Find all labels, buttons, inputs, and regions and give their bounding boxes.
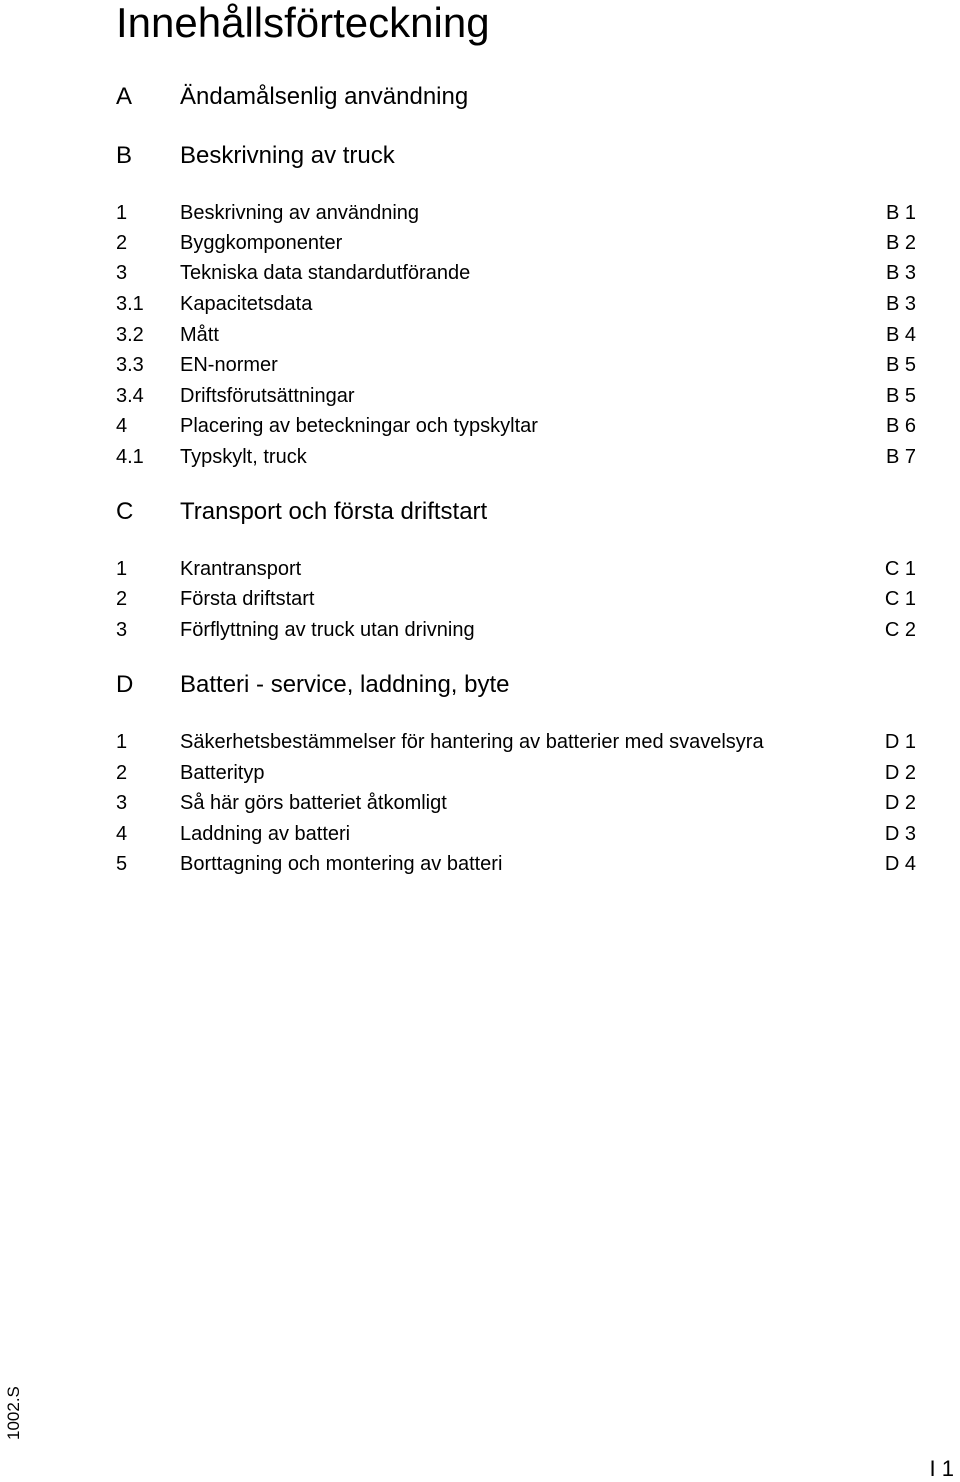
section-heading: Transport och första driftstart xyxy=(180,498,488,525)
entry-page: B 3 xyxy=(885,293,916,315)
section-letter: D xyxy=(116,671,134,698)
entry-number: 3.1 xyxy=(116,293,144,315)
entry-page: C 1 xyxy=(884,588,916,610)
entry-title: Mått xyxy=(180,324,219,346)
toc-entry[interactable] xyxy=(116,352,916,378)
entry-title: Typskylt, truck xyxy=(180,446,307,468)
entry-page: C 1 xyxy=(884,558,916,580)
entry-number: 2 xyxy=(116,588,128,610)
toc-entry[interactable] xyxy=(116,556,916,582)
entry-number: 4 xyxy=(116,823,128,845)
entry-row xyxy=(180,230,916,256)
toc-section-d xyxy=(116,669,916,701)
section-letter: A xyxy=(116,83,133,110)
entry-page: C 2 xyxy=(884,619,916,641)
entry-title: Borttagning och montering av batteri xyxy=(180,853,503,875)
toc-entry[interactable] xyxy=(116,586,916,612)
entry-title: Tekniska data standardutförande xyxy=(180,262,471,284)
entry-title: EN-normer xyxy=(180,354,278,376)
entry-number: 3 xyxy=(116,792,128,814)
entry-row xyxy=(180,322,916,348)
entry-number: 4.1 xyxy=(116,446,144,468)
entry-page: B 1 xyxy=(885,202,916,224)
document-code-text: 1002.S xyxy=(4,1386,23,1440)
toc-entry[interactable] xyxy=(116,260,916,286)
entry-page: B 3 xyxy=(885,262,916,284)
entry-row xyxy=(180,291,916,317)
entry-title: Beskrivning av användning xyxy=(180,202,420,224)
entry-title: Första driftstart xyxy=(180,588,315,610)
entry-number: 4 xyxy=(116,415,128,437)
entry-number: 3.3 xyxy=(116,354,144,376)
entry-row xyxy=(180,352,916,378)
section-letter: C xyxy=(116,498,134,525)
entry-number: 3.4 xyxy=(116,385,144,407)
entry-number: 3 xyxy=(116,262,128,284)
entry-row xyxy=(180,383,916,409)
page-title: Innehållsförteckning xyxy=(116,0,490,46)
entry-row xyxy=(180,556,916,582)
entry-number: 3.2 xyxy=(116,324,144,346)
toc-entry[interactable] xyxy=(116,760,916,786)
entry-number: 2 xyxy=(116,762,128,784)
entry-row xyxy=(180,790,916,816)
toc-entry[interactable] xyxy=(116,851,916,877)
toc-entry[interactable] xyxy=(116,413,916,439)
entry-title: Så här görs batteriet åtkomligt xyxy=(180,792,447,814)
toc-entry[interactable] xyxy=(116,200,916,226)
entry-page: B 6 xyxy=(885,415,916,437)
entry-page: B 7 xyxy=(885,446,916,468)
entry-row xyxy=(180,851,916,877)
entry-row xyxy=(180,821,916,847)
toc-section-c xyxy=(116,496,916,528)
entry-number: 3 xyxy=(116,619,128,641)
entry-number: 1 xyxy=(116,558,128,580)
entry-page: B 4 xyxy=(885,324,916,346)
entry-page: D 3 xyxy=(884,823,916,845)
entry-row xyxy=(180,760,916,786)
entry-page: D 2 xyxy=(884,762,916,784)
toc-entry[interactable] xyxy=(116,821,916,847)
entry-row xyxy=(180,200,916,226)
entry-row xyxy=(180,586,916,612)
entry-title: Laddning av batteri xyxy=(180,823,351,845)
entry-number: 2 xyxy=(116,232,128,254)
entry-title: Förflyttning av truck utan drivning xyxy=(180,619,475,641)
section-heading: Ändamålsenlig användning xyxy=(180,83,469,110)
entry-title: Batterityp xyxy=(180,762,265,784)
section-heading: Batteri - service, laddning, byte xyxy=(180,671,510,698)
entry-title: Driftsförutsättningar xyxy=(180,385,355,407)
toc-section-b xyxy=(116,140,916,172)
section-letter: B xyxy=(116,142,133,169)
toc-entry[interactable] xyxy=(116,322,916,348)
toc-entry[interactable] xyxy=(116,383,916,409)
entry-page: B 5 xyxy=(885,385,916,407)
section-heading: Beskrivning av truck xyxy=(180,142,395,169)
toc-section-a xyxy=(116,81,916,113)
toc-entry[interactable] xyxy=(116,230,916,256)
entry-row xyxy=(180,444,916,470)
page-number: I 1 xyxy=(929,1456,954,1481)
entry-title: Placering av beteckningar och typskyltar xyxy=(180,415,538,437)
entry-page: B 5 xyxy=(885,354,916,376)
document-code xyxy=(0,1380,28,1440)
entry-row xyxy=(180,729,916,755)
entry-number: 5 xyxy=(116,853,128,875)
entry-row xyxy=(180,260,916,286)
entry-row xyxy=(180,617,916,643)
entry-row xyxy=(180,413,916,439)
entry-page: D 2 xyxy=(884,792,916,814)
entry-title: Säkerhetsbestämmelser för hantering av batterier med svavelsyra xyxy=(180,731,764,753)
entry-number: 1 xyxy=(116,731,128,753)
toc-entry[interactable] xyxy=(116,617,916,643)
entry-title: Krantransport xyxy=(180,558,302,580)
toc-entry[interactable] xyxy=(116,790,916,816)
entry-title: Kapacitetsdata xyxy=(180,293,313,315)
entry-title: Byggkomponenter xyxy=(180,232,343,254)
entry-page: D 4 xyxy=(884,853,916,875)
entry-number: 1 xyxy=(116,202,128,224)
toc-entry[interactable] xyxy=(116,444,916,470)
toc-entry[interactable] xyxy=(116,729,916,755)
toc-entry[interactable] xyxy=(116,291,916,317)
entry-page: D 1 xyxy=(884,731,916,753)
entry-page: B 2 xyxy=(885,232,916,254)
